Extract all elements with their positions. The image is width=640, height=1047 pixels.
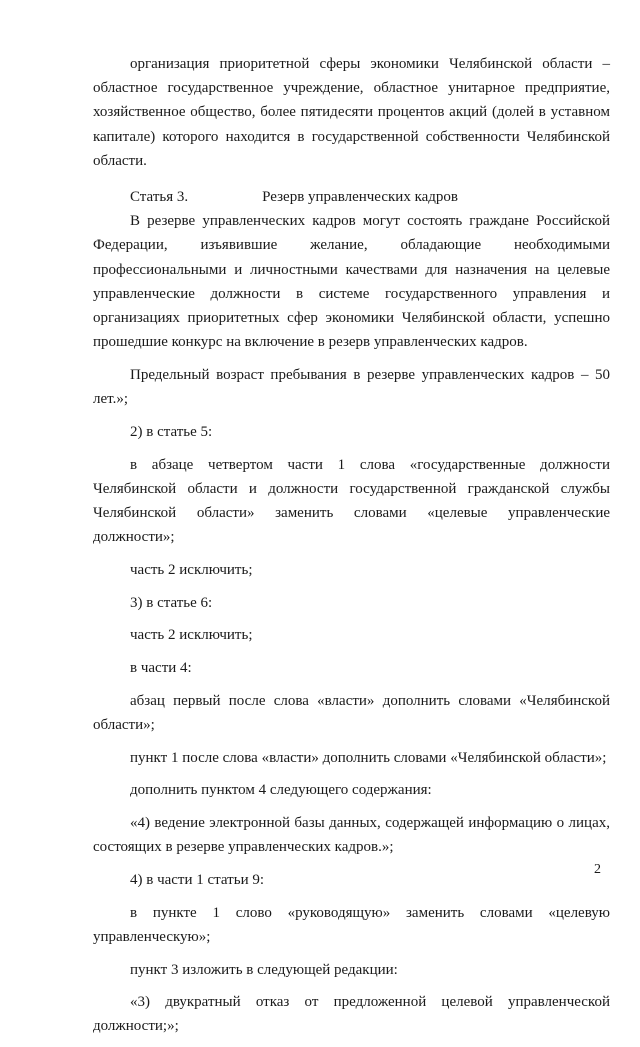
- paragraph: 3) в статье 6:: [130, 594, 213, 611]
- paragraph: в пункте 1 слово «руководящую» заменить словами «целевую управленческую»;: [93, 904, 610, 945]
- paragraph: 2) в статье 5:: [130, 423, 213, 440]
- paragraph: в абзаце четвертом части 1 слова «государственные должности Челябинской области и должности государственной гражданской службы Челябинской области» заменить словами «целевые управленческие должности»;: [93, 456, 610, 546]
- article-title: Резерв управленческих кадров: [262, 189, 458, 206]
- paragraph: абзац первый после слова «власти» дополнить словами «Челябинской области»;: [93, 692, 610, 733]
- paragraph: «4) ведение электронной базы данных, содержащей информацию о лицах, состоящих в резерве управленческих кадров.»;: [93, 814, 610, 856]
- paragraph: 4) в части 1 статьи 9:: [130, 871, 265, 888]
- paragraph: часть 2 исключить;: [130, 627, 253, 644]
- paragraph: дополнить пунктом 4 следующего содержания:: [130, 782, 432, 799]
- paragraph: часть 2 исключить;: [130, 561, 253, 578]
- paragraph: в части 4:: [130, 659, 192, 676]
- paragraph: пункт 3 изложить в следующей редакции:: [130, 961, 398, 978]
- paragraph: «3) двукратный отказ от предложенной целевой управленческой должности;»;: [93, 994, 610, 1035]
- page-number: 2: [594, 862, 601, 877]
- article-heading: [93, 185, 610, 209]
- paragraph: пункт 1 после слова «власти» дополнить словами «Челябинской области»;: [130, 749, 607, 766]
- paragraph: В резерве управленческих кадров могут состоять граждане Российской Федерации, изъявившие желание, обладающие необходимыми профессиональными и личностными качествами для назначения на целевые управленческие должности в системе государственного управления и организациях приоритетных сфер экономики Челябинской области, успешно прошедшие конкурс на включение в резерв управленческих кадров.: [93, 213, 610, 351]
- document-page: [93, 52, 610, 1047]
- article-number: Статья 3.: [130, 189, 189, 206]
- intro-paragraph: организация приоритетной сферы экономики Челябинской области – областное государственное учреждение, областное унитарное предприятие, хозяйственное общество, более пятидесяти процентов акций (долей в уставном капитале) которого находится в государственной собственности Челябинской области.: [93, 56, 610, 169]
- paragraph: Предельный возраст пребывания в резерве управленческих кадров – 50 лет.»;: [93, 366, 610, 408]
